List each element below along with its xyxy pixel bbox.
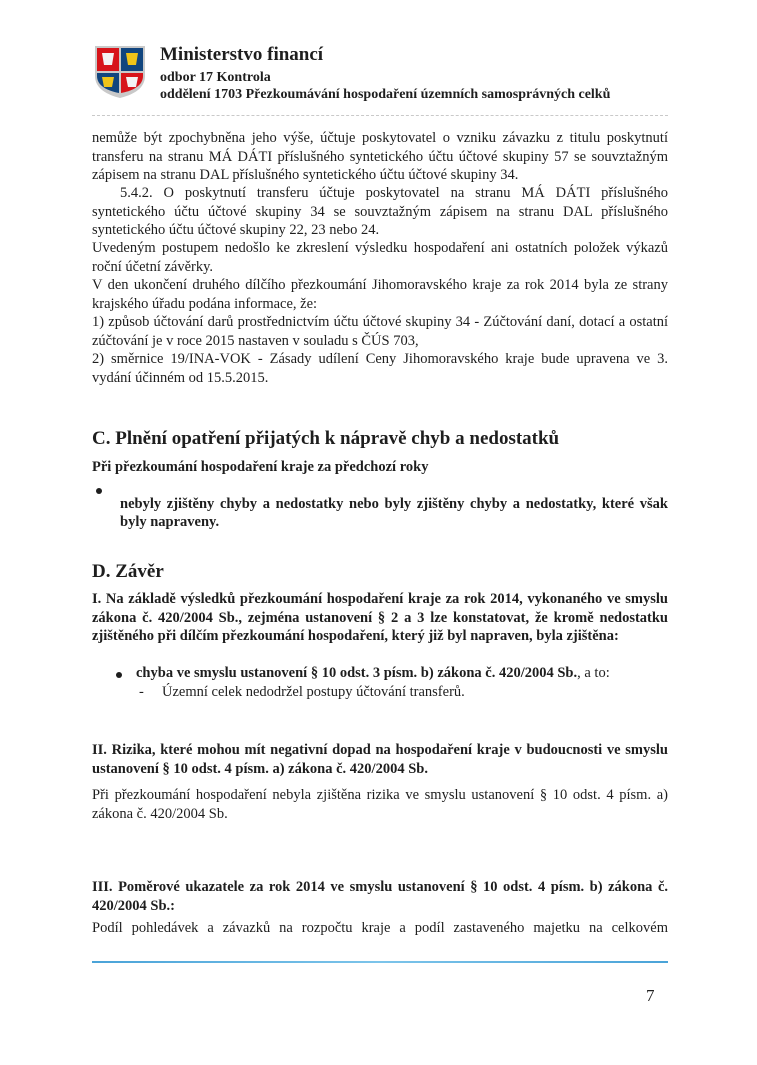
conclusion-item-1 — [92, 590, 668, 646]
ministry-title: Ministerstvo financí — [160, 44, 324, 65]
paragraph-transfer-liability: nemůže být zpochybněna jeho výše, účtuje poskytovatel o vzniku závazku z titulu poskytnutí transferu na stranu MÁ DÁTI příslušného syntetického účtu účtové skupiny 57 se souvztažným zápisem na stranu DAL příslušného syntetického účtu účtové skupiny 34. — [92, 130, 668, 183]
conclusion-item-1-text: I. Na základě výsledků přezkoumání hospodaření kraje za rok 2014, vykonaného ve smyslu zákona č. 420/2004 Sb., zejména ustanovení § 2 a 3 lze konstatovat, že kromě nedostatku zjištěného při dílčím přezkoumání hospodaření, který již byl napraven, byla zjištěna: — [92, 591, 668, 644]
conclusion-bullet-rest: , a to: — [577, 665, 610, 681]
conclusion-dash-item: Územní celek nedodržel postupy účtování transferů. — [162, 684, 465, 700]
paragraph-second-review: V den ukončení druhého dílčího přezkoumání Jihomoravského kraje za rok 2014 byla ze strany krajského úřadu podána informace, že: — [92, 277, 668, 312]
paragraph-5-4-2: 5.4.2. O poskytnutí transferu účtuje poskytovatel na stranu MÁ DÁTI příslušného syntetického účtu účtové skupiny 34 se souvztažným zápisem na stranu DAL příslušného syntetického účtu účtové skupiny 22, 23 nebo 24. — [92, 185, 668, 238]
dash-marker: - — [139, 684, 144, 700]
page-number: 7 — [646, 986, 655, 1005]
header-divider — [92, 115, 668, 116]
conclusion-bullet — [136, 664, 668, 683]
division-name: oddělení 1703 Přezkoumávání hospodaření územních samosprávných celků — [160, 87, 611, 102]
footer-divider — [92, 961, 668, 963]
paragraph-no-distortion: Uvedeným postupem nedošlo ke zkreslení výsledku hospodaření ani ostatních položek výkazů roční účetní závěrky. — [92, 240, 668, 275]
section-c-heading: C. Plnění opatření přijatých k nápravě chyb a nedostatků — [92, 428, 560, 449]
conclusion-item-3-text: Podíl pohledávek a závazků na rozpočtu kraje a podíl zastaveného majetku na celkovém — [92, 920, 668, 936]
conclusion-bullet-bold: chyba ve smyslu ustanovení § 10 odst. 3 písm. b) zákona č. 420/2004 Sb. — [136, 665, 578, 681]
conclusion-item-3: III. Poměrové ukazatele za rok 2014 ve smyslu ustanovení § 10 odst. 4 písm. b) zákona č. 420/2004 Sb.: — [92, 879, 668, 914]
bullet-icon — [96, 488, 102, 494]
section-c-subheading: Při přezkoumání hospodaření kraje za předchozí roky — [92, 459, 429, 475]
department-name: odbor 17 Kontrola — [160, 70, 271, 85]
bullet-icon — [116, 672, 122, 678]
paragraph-item-1: 1) způsob účtování darů prostřednictvím účtu účtové skupiny 34 - Zúčtování daní, dotací a ostatní zúčtování je v roce 2015 nastaven v souladu s ČÚS 703, — [92, 314, 668, 349]
section-d-heading: D. Závěr — [92, 561, 164, 582]
paragraph-item-2: 2) směrnice 19/INA-VOK - Zásady udílení Ceny Jihomoravského kraje bude upravena ve 3. vydání účinném od 15.5.2015. — [92, 351, 668, 386]
state-emblem-logo — [92, 43, 148, 99]
conclusion-item-2: II. Rizika, které mohou mít negativní dopad na hospodaření kraje v budoucnosti ve smyslu ustanovení § 10 odst. 4 písm. a) zákona č. 420/2004 Sb. — [92, 742, 668, 777]
conclusion-item-2-text: Při přezkoumání hospodaření nebyla zjištěna rizika ve smyslu ustanovení § 10 odst. 4 písm. a) zákona č. 420/2004 Sb. — [92, 787, 668, 822]
section-c-bullet: nebyly zjištěny chyby a nedostatky nebo byly zjištěny chyby a nedostatky, které však byly napraveny. — [120, 495, 668, 530]
